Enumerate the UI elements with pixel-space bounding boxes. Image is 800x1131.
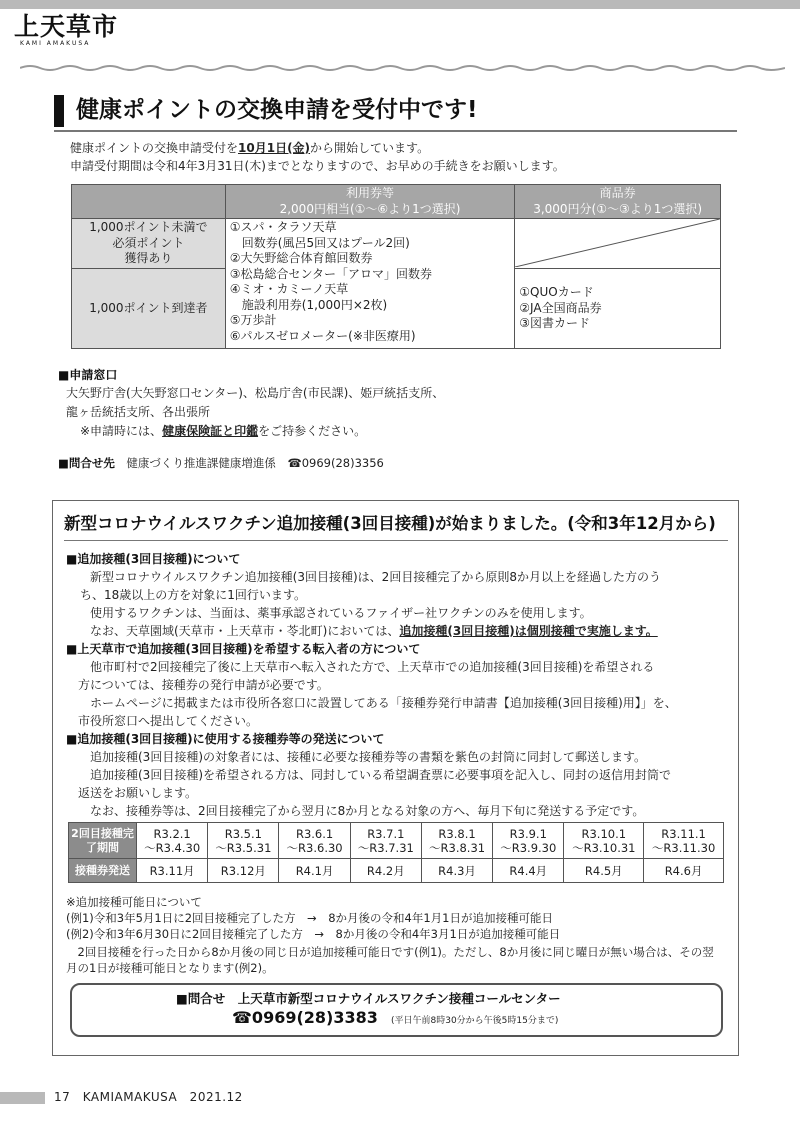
- shipping-para-2: 追加接種(3回目接種)を希望される方は、同封している希望調査票に必要事項を記入し、同封の返信用封筒で: [66, 768, 672, 782]
- call-center-phone-line: [232, 1008, 558, 1027]
- intro-text: 健康ポイントの交換申請受付を: [70, 141, 239, 155]
- city-logo-sub: KAMI AMAKUSA: [20, 40, 91, 47]
- city-logo: 上天草市: [14, 12, 119, 41]
- schedule-period-header: 2回目接種完 了期間: [69, 823, 137, 859]
- schedule-ship: R4.2月: [350, 859, 421, 883]
- apply-window-line-1: 大矢野庁舎(大矢野窓口センター)、松島庁舎(市民課)、姫戸統括支所、: [66, 386, 445, 400]
- goods-options: ①QUOカード ②JA全国商品券 ③図書カード: [515, 269, 721, 349]
- schedule-period: R3.7.1 〜R3.7.31: [350, 823, 421, 859]
- shipping-para-1: 追加接種(3回目接種)の対象者には、接種に必要な接種券等の書類を紫色の封筒に同封して郵送します。: [66, 750, 647, 764]
- row-label-1000-reached: 1,000ポイント到達者: [72, 269, 226, 349]
- schedule-ship: R3.11月: [137, 859, 208, 883]
- note-explanation-1: 2回目接種を行った日から8か月後の同じ日が追加接種可能日です(例1)。ただし、8か月後に同じ曜日が無い場合は、その翌: [66, 945, 714, 959]
- title-underline: [54, 130, 737, 132]
- call-center-title: ■問合せ 上天草市新型コロナウイルスワクチン接種コールセンター: [176, 991, 561, 1006]
- schedule-ship: R4.6月: [644, 859, 724, 883]
- schedule-period: R3.8.1 〜R3.8.31: [421, 823, 492, 859]
- apply-window-line-2: 龍ヶ岳統括支所、各出張所: [66, 405, 211, 419]
- intro-text-post: から開始しています。: [310, 141, 430, 155]
- transfer-heading: ■上天草市で追加接種(3回目接種)を希望する転入者の方について: [66, 642, 421, 656]
- start-date: 10月1日(金): [238, 141, 311, 155]
- booster-para-1: 新型コロナウイルスワクチン追加接種(3回目接種)は、2回目接種完了から原則8か月以上を経過した方のう: [66, 570, 661, 584]
- goods-not-applicable: [515, 219, 721, 269]
- call-center-phone: ☎0969(28)3383: [232, 1008, 378, 1027]
- ticket-options: ①スパ・タラソ天草 回数券(風呂5回又はプール2回) ②大矢野総合体育館回数券 ③松島総合センター「アロマ」回数券 ④ミオ・カミーノ天草 施設利用券(1,000円×2枚) ⑤万歩計 ⑥パルスゼロメーター(※非医療用): [225, 219, 515, 349]
- row-label-under-1000: 1,000ポイント未満で 必須ポイント 獲得あり: [72, 219, 226, 269]
- top-bar: [0, 0, 800, 9]
- section2-title: 新型コロナウイルスワクチン追加接種(3回目接種)が始まりました。(令和3年12月から): [64, 514, 716, 533]
- intro-line-1: [70, 139, 429, 157]
- apply-window-heading: ■申請窓口: [58, 368, 118, 382]
- goods-header: 商品券 3,000円分(①〜③より1つ選択): [515, 185, 721, 219]
- transfer-para-4: 市役所窓口へ提出してください。: [66, 714, 259, 728]
- individual-vaccination-note: 追加接種(3回目接種)は個別接種で実施します。: [399, 624, 658, 638]
- note-example-1: (例1)令和3年5月1日に2回目接種完了した方 → 8か月後の令和4年1月1日が追加接種可能日: [66, 911, 553, 925]
- points-table: [71, 184, 721, 349]
- transfer-para-3: ホームページに掲載または市役所各窓口に設置してある「接種券発行申請書【追加接種(3回目接種)用】」を、: [66, 696, 677, 710]
- required-items: 健康保険証と印鑑: [162, 424, 259, 438]
- section1-contact: ■問合せ先 健康づくり推進課健康増進係 ☎0969(28)3356: [58, 456, 384, 470]
- schedule-ship-header: 接種券発送: [69, 859, 137, 883]
- section2-title-underline: [64, 540, 728, 541]
- schedule-ship: R3.12月: [208, 859, 279, 883]
- schedule-period: R3.6.1 〜R3.6.30: [279, 823, 350, 859]
- table-corner: [72, 185, 226, 219]
- footer-bar: [0, 1092, 45, 1104]
- shipping-para-3: 返送をお願いします。: [66, 786, 198, 800]
- shipping-para-4: なお、接種券等は、2回目接種完了から翌月に8か月となる対象の方へ、毎月下旬に発送する予定です。: [66, 804, 645, 818]
- transfer-para-2: 方については、接種券の発行申請が必要です。: [66, 678, 329, 692]
- transfer-para-1: 他市町村で2回接種完了後に上天草市へ転入された方で、上天草市での追加接種(3回目接種)を希望される: [66, 660, 655, 674]
- section1-title: 健康ポイントの交換申請を受付中です!: [76, 97, 478, 123]
- shipping-heading: ■追加接種(3回目接種)に使用する接種券等の発送について: [66, 732, 385, 746]
- schedule-period: R3.11.1 〜R3.11.30: [644, 823, 724, 859]
- schedule-period: R3.2.1 〜R3.4.30: [137, 823, 208, 859]
- wave-divider: [20, 64, 785, 72]
- ticket-header: 利用券等 2,000円相当(①〜⑥より1つ選択): [225, 185, 515, 219]
- booster-para-2: ち、18歳以上の方を対象に1回行います。: [80, 588, 306, 602]
- call-center-hours: (平日午前8時30分から午後5時15分まで): [390, 1016, 559, 1026]
- note-heading: ※追加接種可能日について: [66, 895, 202, 909]
- schedule-ship: R4.1月: [279, 859, 350, 883]
- note-explanation-2: 月の1日が接種可能日となります(例2)。: [66, 961, 274, 975]
- schedule-period: R3.9.1 〜R3.9.30: [493, 823, 564, 859]
- booster-para-4: なお、天草園域(天草市・上天草市・苓北町)においては、追加接種(3回目接種)は個別接種で実施します。: [66, 624, 658, 638]
- schedule-period: R3.5.1 〜R3.5.31: [208, 823, 279, 859]
- schedule-period: R3.10.1 〜R3.10.31: [564, 823, 644, 859]
- page-footer: 17 KAMIAMAKUSA 2021.12: [54, 1090, 243, 1104]
- schedule-table: [68, 822, 724, 883]
- note-example-2: (例2)令和3年6月30日に2回目接種完了した方 → 8か月後の令和4年3月1日が追加接種可能日: [66, 927, 561, 941]
- schedule-ship: R4.5月: [564, 859, 644, 883]
- schedule-ship: R4.3月: [421, 859, 492, 883]
- title-marker: [54, 95, 64, 127]
- apply-note: ※申請時には、健康保険証と印鑑をご持参ください。: [80, 424, 367, 438]
- schedule-ship: R4.4月: [493, 859, 564, 883]
- diagonal-line: [515, 219, 720, 267]
- booster-heading: ■追加接種(3回目接種)について: [66, 552, 241, 566]
- booster-para-3: 使用するワクチンは、当面は、薬事承認されているファイザー社ワクチンのみを使用します。: [66, 606, 592, 620]
- intro-line-2: 申請受付期間は令和4年3月31日(木)までとなりますので、お早めの手続きをお願いします。: [70, 159, 565, 173]
